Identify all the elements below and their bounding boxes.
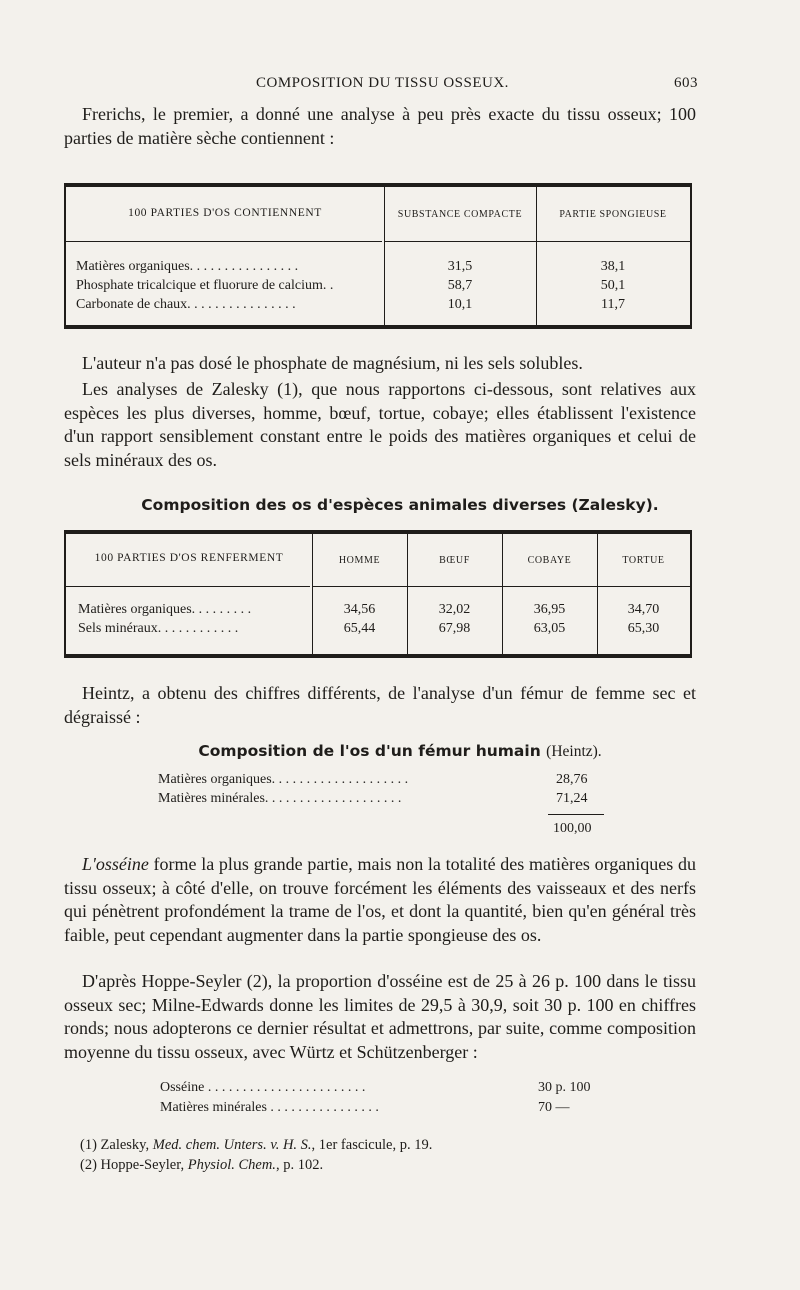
femur-caption [0,742,800,761]
table2-row-label: Sels minéraux. . . . . . . . . . . . [78,621,239,636]
table1-row-label: Phosphate tricalcique et fluorure de calcium. . [76,278,334,293]
table1-cell: 31,5 [447,259,473,274]
table1-row-label: Carbonate de chaux. . . . . . . . . . . . . . . . [76,297,296,312]
table1-header-spongieuse: PARTIE SPONGIEUSE [559,209,667,220]
table2-cell: 65,30 [627,621,660,636]
table1-cell: 10,1 [447,297,473,312]
footnote-2-title: Physiol. Chem. [187,1157,276,1173]
table1-cell: 38,1 [600,259,626,274]
final-row-label: Osséine . . . . . . . . . . . . . . . . . . . . . . . [160,1080,366,1095]
table2-header-cobaye: COBAYE [527,555,572,566]
sum-rule [548,814,604,815]
paragraph-heintz: Heintz, a obtenu des chiffres différents, de l'analyse d'un fémur de femme sec et dégraissé : [64,683,696,727]
table2-header-tortue: TORTUE [622,555,665,566]
footnote-2-post: , p. 102. [275,1157,324,1173]
table1-cell: 50,1 [600,278,626,293]
table2-cell: 32,02 [438,602,471,617]
table2-row-label: Matières organiques. . . . . . . . . [78,602,252,617]
femur-row-label: Matières organiques. . . . . . . . . . . . . . . . . . . . [158,772,409,787]
table2-header-homme: HOMME [338,555,381,566]
femur-total: 100,00 [553,821,592,836]
table2-header-label: 100 PARTIES D'OS RENFERMENT [94,552,284,564]
table1-cell: 58,7 [447,278,473,293]
femur-row-label: Matières minérales. . . . . . . . . . . . . . . . . . . . [158,791,402,806]
paragraph-osseine [64,853,696,947]
final-row-label: Matières minérales . . . . . . . . . . . . . . . . [160,1100,379,1115]
footnote-2 [80,1157,323,1174]
header-title: COMPOSITION DU TISSU OSSEUX. [256,75,509,91]
final-row-value: 70 — [538,1100,570,1115]
table1-cell: 11,7 [601,297,625,312]
page-number: 603 [674,75,698,91]
final-row-value: 30 p. 100 [538,1080,591,1095]
header-rule [66,586,310,587]
footnote-1-title: Med. chem. Unters. v. H. S. [152,1137,312,1153]
table-frerichs [64,183,692,329]
paragraph-zalesky: Les analyses de Zalesky (1), que nous rapportons ci-dessous, sont relatives aux espèces les plus diverses, homme, bœuf, tortue, cobaye; elles établissent l'existence d'un rapport sensiblement constant entre le poids des matières organiques et celui de sels minéraux des os. [64,379,696,470]
table2-cell: 65,44 [343,621,376,636]
femur-row-value: 28,76 [556,772,588,787]
table1-row-label: Matières organiques. . . . . . . . . . . . . . . . [76,259,299,274]
table2-cell: 63,05 [533,621,566,636]
table2-cell: 36,95 [533,602,566,617]
table2-cell: 67,98 [438,621,471,636]
running-header [64,75,698,97]
table2-cell: 34,70 [627,602,660,617]
table-zalesky [64,530,692,658]
header-rule [384,241,690,242]
header-rule [312,586,690,587]
table2-header-boeuf: BŒUF [439,555,470,566]
table1-header-compacte: SUBSTANCE COMPACTE [397,209,523,220]
table2-cell: 34,56 [343,602,376,617]
footnote-1-post: , 1er fascicule, p. 19. [311,1137,433,1153]
femur-caption-source: (Heintz). [546,743,602,760]
osseine-term: L'osséine [82,854,149,874]
paragraph-hoppe-seyler: D'après Hoppe-Seyler (2), la proportion d'osséine est de 25 à 26 p. 100 dans le tissu osseux sec; Milne-Edwards donne les limites de 29,5 à 30,9, soit 30 p. 100 en chiffres ronds; nous adopterons ce dernier résultat et admettrons, par suite, comme composition moyenne du tissu osseux, avec Würtz et Schützenberger : [64,971,696,1062]
footnote-2-pre: (2) Hoppe-Seyler, [80,1157,188,1173]
intro-paragraph: Frerichs, le premier, a donné une analyse à peu près exacte du tissu osseux; 100 parties de matière sèche contiennent : [64,104,696,148]
paragraph-magnesium: L'auteur n'a pas dosé le phosphate de magnésium, ni les sels solubles. [82,353,583,373]
osseine-text: forme la plus grande partie, mais non la totalité des matières organiques du tissu osseux; à côté d'elle, on trouve forcément les éléments des vaisseaux et des nerfs qui pénètrent profondément la trame de l'os, et dont la quantité, bien qu'en général très faible, peut cependant augmenter dans la partie spongieuse des os. [64,854,696,945]
footnote-1 [80,1137,432,1154]
header-rule [66,241,382,242]
table1-header-label: 100 PARTIES D'OS CONTIENNENT [128,207,322,219]
table2-caption: Composition des os d'espèces animales diverses (Zalesky). [141,496,659,514]
femur-caption-title: Composition de l'os d'un fémur humain [198,742,541,760]
footnote-1-pre: (1) Zalesky, [80,1137,153,1153]
femur-row-value: 71,24 [556,791,588,806]
